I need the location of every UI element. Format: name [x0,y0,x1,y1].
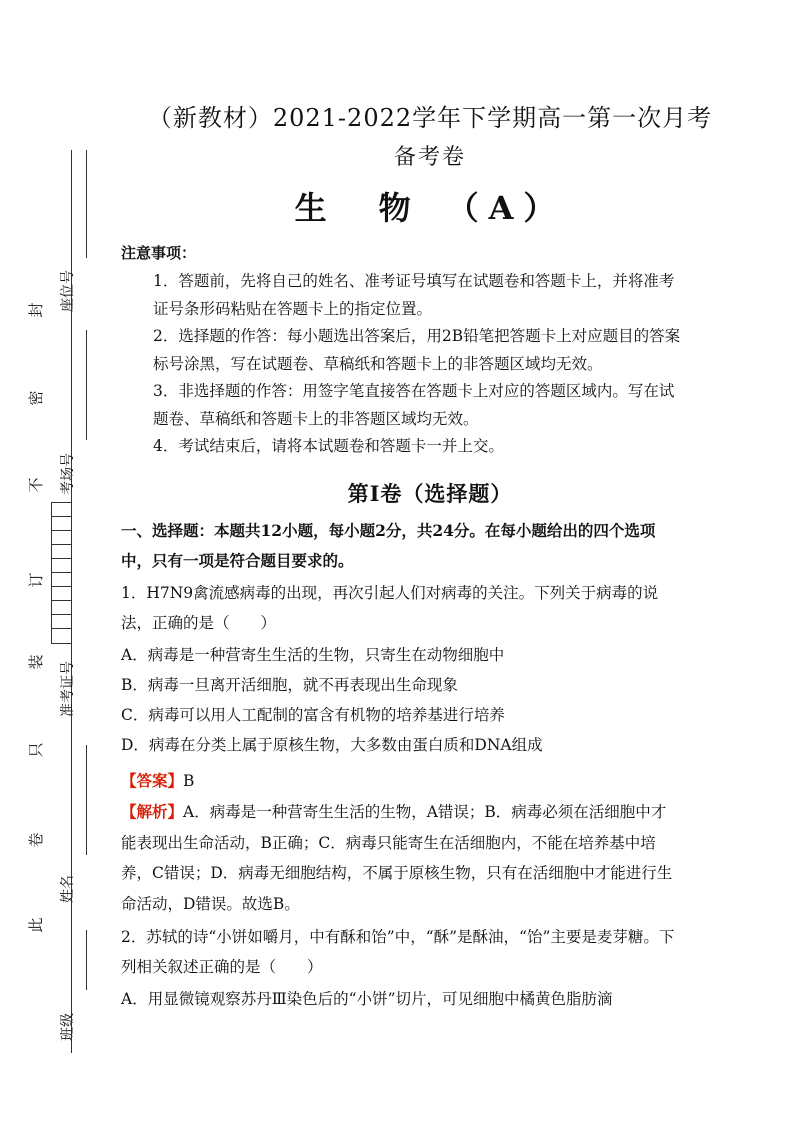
section-instruction: 一、选择题：本题共12小题，每小题2分，共24分。在每小题给出的四个选项中，只有一项是符合题目要求的。 [121,521,656,570]
answer-row [121,766,681,796]
answer-label: 【答案】 [121,771,184,790]
question-2-option-a: A．用显微镜观察苏丹Ⅲ染色后的“小饼”切片，可见细胞中橘黄色脂肪滴 [121,990,613,1008]
notice-item: 3．非选择题的作答：用签字笔直接答在答题卡上对应的答题区域内。写在试题卷、草稿纸和答题卡上的非答题区域均无效。 [153,382,675,428]
analysis-block [121,797,681,919]
notice-item: 1．答题前，先将自己的姓名、准考证号填写在试题卷和答题卡上，并将准考证号条形码粘贴在答题卡上的指定位置。 [153,272,675,318]
seal-char: 此 [27,917,45,933]
notice-item: 4．考试结束后，请将本试题卷和答题卡一并上交。 [153,437,504,455]
question-1-stem: 1．H7N9禽流感病毒的出现，再次引起人们对病毒的关注。下列关于病毒的说法，正确的是（ ） [121,584,659,632]
seal-char: 密 [27,390,45,406]
subject-title: 生 物 （A） [294,189,566,227]
question-1-options [121,640,681,760]
option-c: C．病毒可以用人工配制的富含有机物的培养基进行培养 [121,706,505,724]
name-line[interactable] [86,745,87,855]
seal-char: 只 [27,742,45,758]
class-label: 班级 [60,1013,76,1041]
analysis-text: A．病毒是一种营寄生生活的生物，A错误；B．病毒必须在活细胞中才能表现出生命活动，B正确；C．病毒只能寄生在活细胞内，不能在培养基中培养，C错误；D．病毒无细胞结构，不属于原核生物，只有在活细胞中才能进行生命活动，D错误。故选B。 [121,803,673,913]
exam-room-line[interactable] [86,330,87,440]
seat-number-line[interactable] [86,150,87,258]
seal-char: 装 [27,654,45,670]
class-line[interactable] [86,930,87,990]
seal-char: 卷 [27,832,45,848]
notice-item: 2．选择题的作答：每小题选出答案后，用2B铅笔把答题卡上对应题目的答案标号涂黑，写在试题卷、草稿纸和答题卡上的非答题区域均无效。 [153,327,681,373]
notice-heading: 注意事项： [121,244,197,262]
exam-subtitle: 备考卷 [393,145,466,170]
seal-char: 封 [27,302,45,318]
ticket-number-boxes[interactable] [51,502,72,644]
ticket-number-label: 准考证号 [60,661,76,717]
option-d: D．病毒在分类上属于原核生物，大多数由蛋白质和DNA组成 [121,736,543,754]
name-label: 姓名 [60,875,76,903]
analysis-label: 【解析】 [121,802,184,821]
seal-char: 订 [27,572,45,588]
exam-room-label: 考场号 [60,453,76,495]
seat-number-label: 座位号 [60,270,76,312]
answer-value: B [183,772,195,790]
section-title: 第Ⅰ卷（选择题） [347,481,513,506]
seal-char: 不 [27,477,45,493]
option-b: B．病毒一旦离开活细胞，就不再表现出生命现象 [121,676,458,694]
option-a: A．病毒是一种营寄生生活的生物，只寄生在动物细胞中 [121,646,505,664]
exam-title: （新教材）2021-2022学年下学期高一第一次月考 [147,104,713,132]
question-2-stem: 2．苏轼的诗“小饼如嚼月，中有酥和饴”中，“酥”是酥油，“饴”主要是麦芽糖。下列相关叙述正确的是（ ） [121,928,675,976]
